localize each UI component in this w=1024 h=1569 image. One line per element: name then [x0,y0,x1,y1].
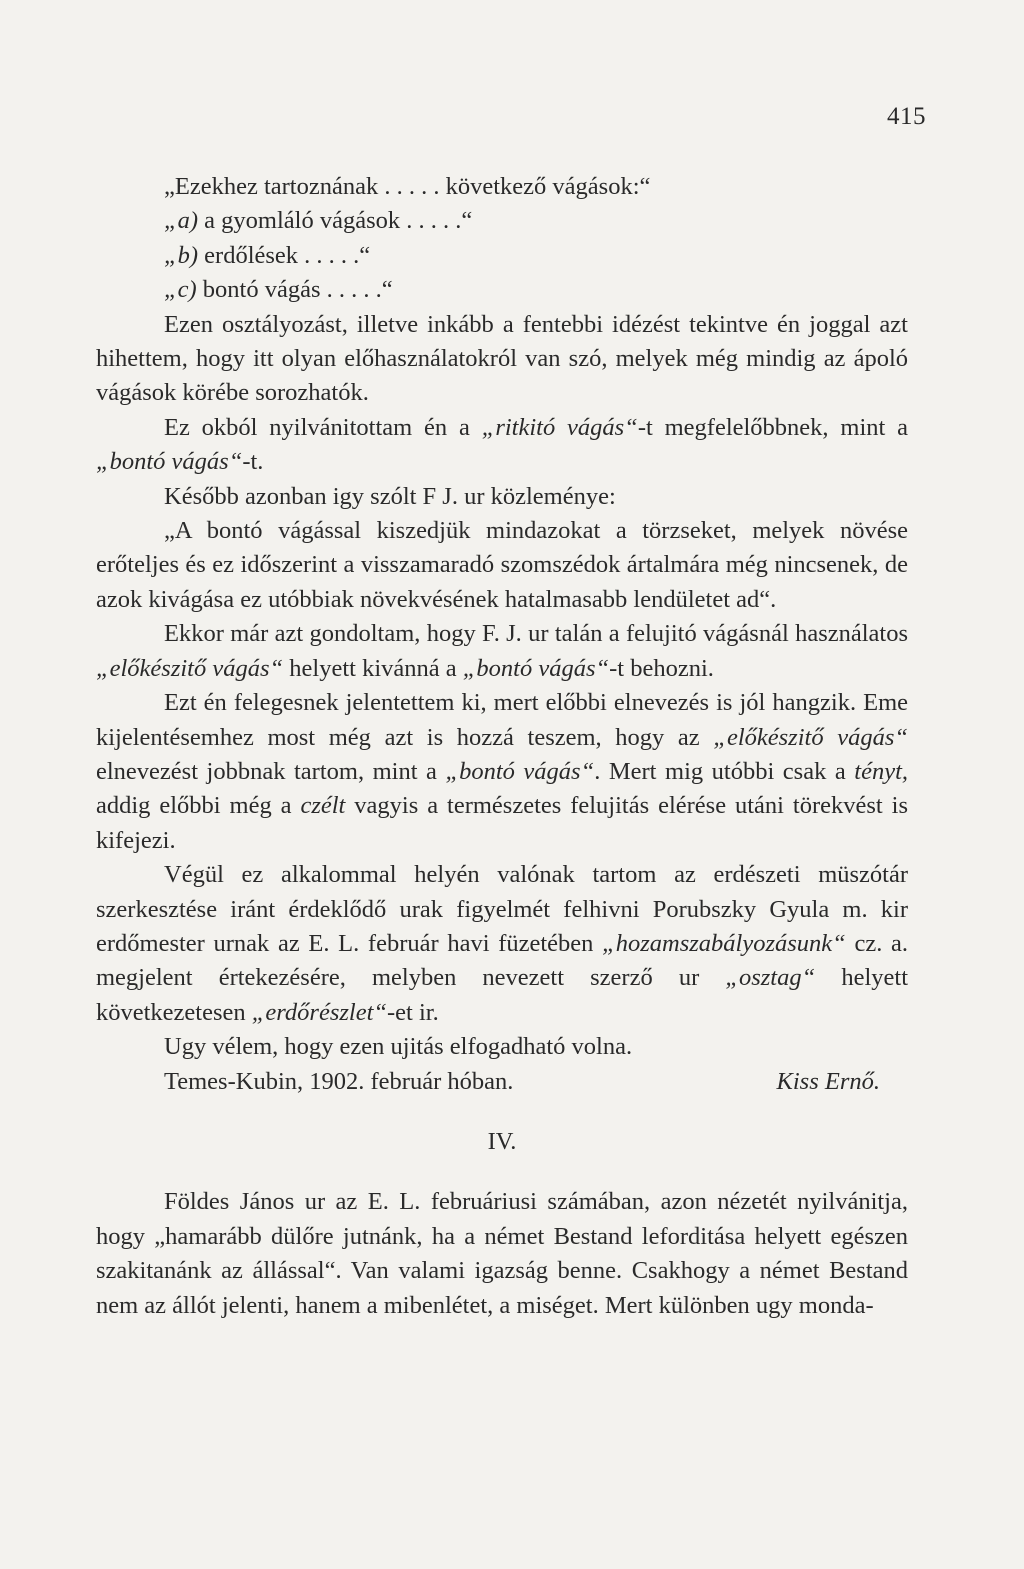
text-span: vagyis a természetes felujitás elérése utáni törekvést is kifejezi. [96,792,908,854]
paragraph-dateline [96,1065,908,1099]
text-span: cz. a. megjelent értekezésére, melyben nevezett szerző ur [96,929,909,992]
paragraph-ugy-velem: Ugy vélem, hogy ezen ujitás elfogadható volna. [164,1033,633,1061]
list-marker-c: „c) [164,276,197,304]
list-marker-b: „b) [164,241,199,269]
paragraph-ekkor [96,617,908,686]
list-item-a [96,204,908,238]
text-span: Ezt én felegesnek jelentettem ki, mert előbbi elnevezés is jól hangzik. Eme kijelentésemhez most még azt is hozzá teszem, hogy az [96,689,908,751]
italic-term: czélt [300,792,346,820]
italic-term: tényt, [854,757,909,785]
italic-term: „bontó vágás“ [445,757,595,785]
list-text-b: erdőlések . . . . .“ [198,241,371,269]
paragraph-quote-intro: „Ezekhez tartoznának . . . . . következő vágások:“ [164,173,651,200]
italic-term: „hozamszabályozásunk“ [602,929,846,957]
italic-term: „bontó vágás“ [96,448,243,476]
text-span: Ez okból nyilvánitottam én a [164,413,482,441]
paragraph-kozlemeny: Később azonban igy szólt F J. ur közleménye: [164,482,616,510]
list-marker-a: „a) [164,207,199,235]
paragraph-bonto-quote: „A bontó vágással kiszedjük mindazokat a törzseket, melyek növése erőteljes és ez időszerint a visszamaradó szomszédok ártalmára még nincsenek, de azok kivágása ez utóbbiak növekvésének hatalmasabb lendületet ad“. [96,517,908,613]
text-span: Végül ez alkalommal helyén valónak tartom az erdészeti müszótár szerkesztése iránt érdeklődő urak figyelmét felhivni Porubszky Gyula m. kir erdőmester urnak az E. L. február havi füzetében [96,861,908,957]
text-span: -t. [242,448,264,476]
text-span: helyett kivánná a [283,654,463,682]
list-text-c: bontó vágás . . . . .“ [196,276,393,304]
italic-term: „ritkitó vágás“ [481,413,638,441]
list-item-c [96,273,908,307]
paragraph-foldes: Földes János ur az E. L. februáriusi számában, azon nézetét nyilvánitja, hogy „hamarább dülőre jutnánk, ha a német Bestand leforditása helyett egészen szakitanánk az állással“. Van valami igazság benne. Csakhogy a német Bestand nem az állót jelenti, hanem a mibenlétet, a miséget. Mert különben ugy monda- [96,1188,908,1319]
text-span: addig előbbi még a [96,792,301,820]
text-span: helyett következetesen [96,964,909,1026]
text-span: . Mert mig utóbbi csak a [594,757,855,785]
paragraph-vegul [96,858,908,1030]
text-span: -t megfelelőbbnek, mint a [637,413,909,441]
paragraph-felegesnek [96,686,908,858]
section-heading: IV. [487,1127,517,1155]
page-number: 415 [887,103,926,130]
text-span: -et ir. [387,998,439,1026]
text-span: -t behozni. [609,654,714,682]
dateline: Temes-Kubin, 1902. február hóban. [164,1067,514,1095]
italic-term: „erdőrészlet“ [251,998,387,1026]
list-text-a: a gyomláló vágások . . . . .“ [198,207,473,235]
body-text [96,170,908,1323]
text-span: Ekkor már azt gondoltam, hogy F. J. ur talán a felujitó vágásnál használatos [164,620,908,648]
italic-term: „előkészitő vágás“ [713,723,908,751]
list-item-b [96,239,908,273]
italic-term: „bontó vágás“ [462,654,610,682]
author-signature: Kiss Ernő. [776,1067,880,1095]
italic-term: „osztag“ [725,964,816,992]
italic-term: „előkészitő vágás“ [96,654,284,682]
paragraph-classification: Ezen osztályozást, illetve inkább a fentebbi idézést tekintve én joggal azt hihettem, hogy itt olyan előhasználatokról van szó, melyek még mindig az ápoló vágások körébe sorozhatók. [96,310,908,407]
text-span: elnevezést jobbnak tartom, mint a [96,757,446,785]
paragraph-ritkito [96,411,908,480]
